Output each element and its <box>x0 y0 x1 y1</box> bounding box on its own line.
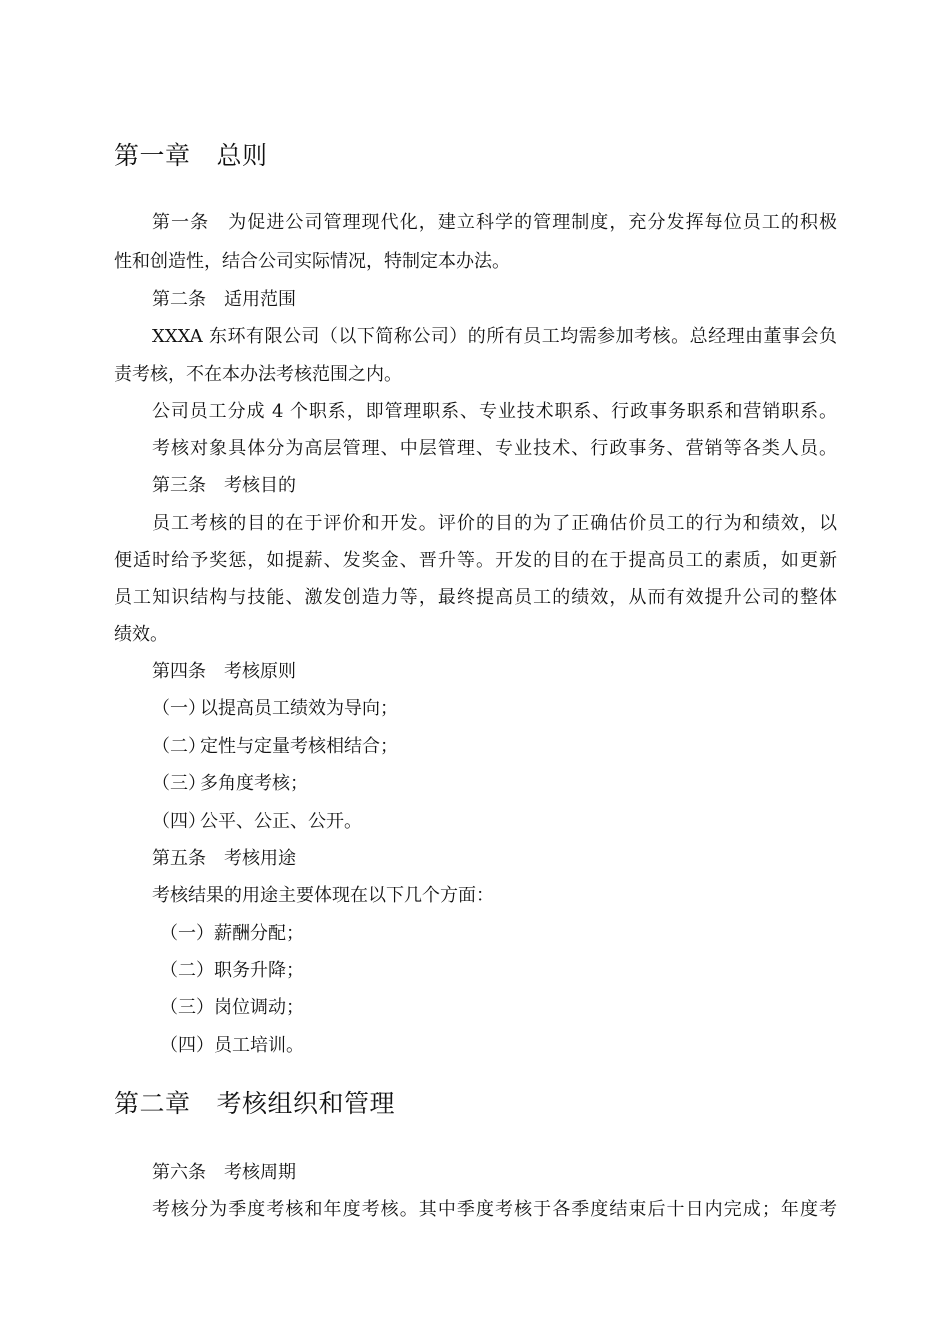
item-text: 定性与定量考核相结合； <box>200 736 398 757</box>
article-1-line-1 <box>152 211 837 235</box>
article-3-title: 考核目的 <box>224 475 296 496</box>
chapter-2-title: 考核组织和管理 <box>216 1089 396 1118</box>
article-2-para-1-line-1: XXXA 东环有限公司（以下简称公司）的所有员工均需参加考核。总经理由董事会负 <box>152 326 837 347</box>
item-text: 以提高员工绩效为导向； <box>200 698 398 719</box>
article-5-item-2: （二）职务升降； <box>160 960 304 981</box>
article-3-line-3: 员工知识结构与技能、激发创造力等，最终提高员工的绩效，从而有效提升公司的整体 <box>114 587 837 608</box>
article-5-item-3: （三）岗位调动； <box>160 997 304 1018</box>
item-number: （四） <box>152 811 206 832</box>
article-3-line-1: 员工考核的目的在于评价和开发。评价的目的为了正确估价员工的行为和绩效，以 <box>152 513 837 534</box>
article-2-title: 适用范围 <box>224 289 296 310</box>
article-6-line-1: 考核分为季度考核和年度考核。其中季度考核于各季度结束后十日内完成；年度考 <box>152 1199 837 1220</box>
article-4-title: 考核原则 <box>224 661 296 682</box>
article-3-line-2: 便适时给予奖惩，如提薪、发奖金、晋升等。开发的目的在于提高员工的素质，如更新 <box>114 550 837 571</box>
article-6-heading <box>152 1161 296 1185</box>
article-2-para-1-line-2: 责考核，不在本办法考核范围之内。 <box>114 364 402 385</box>
article-2-para-3: 考核对象具体分为高层管理、中层管理、专业技术、行政事务、营销等各类人员。 <box>152 438 837 459</box>
article-5-intro: 考核结果的用途主要体现在以下几个方面： <box>152 885 494 906</box>
article-1-text: 为促进公司管理现代化，建立科学的管理制度，充分发挥每位员工的积极 <box>227 212 837 233</box>
chapter-2-heading <box>114 1088 395 1120</box>
article-6-label: 第六条 <box>152 1162 206 1183</box>
article-5-title: 考核用途 <box>224 848 296 869</box>
article-4-item-1 <box>152 697 398 721</box>
article-2-label: 第二条 <box>152 289 206 310</box>
item-text: 多角度考核； <box>200 773 308 794</box>
chapter-1-label: 第一章 <box>114 141 191 170</box>
article-1-line-2: 性和创造性，结合公司实际情况，特制定本办法。 <box>114 251 510 272</box>
article-6-title: 考核周期 <box>224 1162 296 1183</box>
article-3-heading <box>152 474 296 498</box>
article-5-item-4: （四）员工培训。 <box>160 1035 304 1056</box>
article-4-item-4 <box>152 810 362 834</box>
item-text: 公平、公正、公开。 <box>200 811 362 832</box>
article-4-label: 第四条 <box>152 661 206 682</box>
article-5-label: 第五条 <box>152 848 206 869</box>
article-3-line-4: 绩效。 <box>114 624 168 645</box>
chapter-1-heading <box>114 140 268 172</box>
article-4-item-3 <box>152 772 308 796</box>
article-3-label: 第三条 <box>152 475 206 496</box>
article-2-heading <box>152 288 296 312</box>
article-4-heading <box>152 660 296 684</box>
article-5-heading <box>152 847 296 871</box>
item-number: （二） <box>152 736 206 757</box>
item-number: （三） <box>152 773 206 794</box>
chapter-2-label: 第二章 <box>114 1089 191 1118</box>
article-4-item-2 <box>152 735 398 759</box>
item-number: （一） <box>152 698 206 719</box>
article-1-label: 第一条 <box>152 212 210 233</box>
article-2-para-2: 公司员工分成 4 个职系，即管理职系、专业技术职系、行政事务职系和营销职系。 <box>152 401 837 422</box>
article-5-item-1: （一）薪酬分配； <box>160 923 304 944</box>
chapter-1-title: 总则 <box>216 141 268 170</box>
